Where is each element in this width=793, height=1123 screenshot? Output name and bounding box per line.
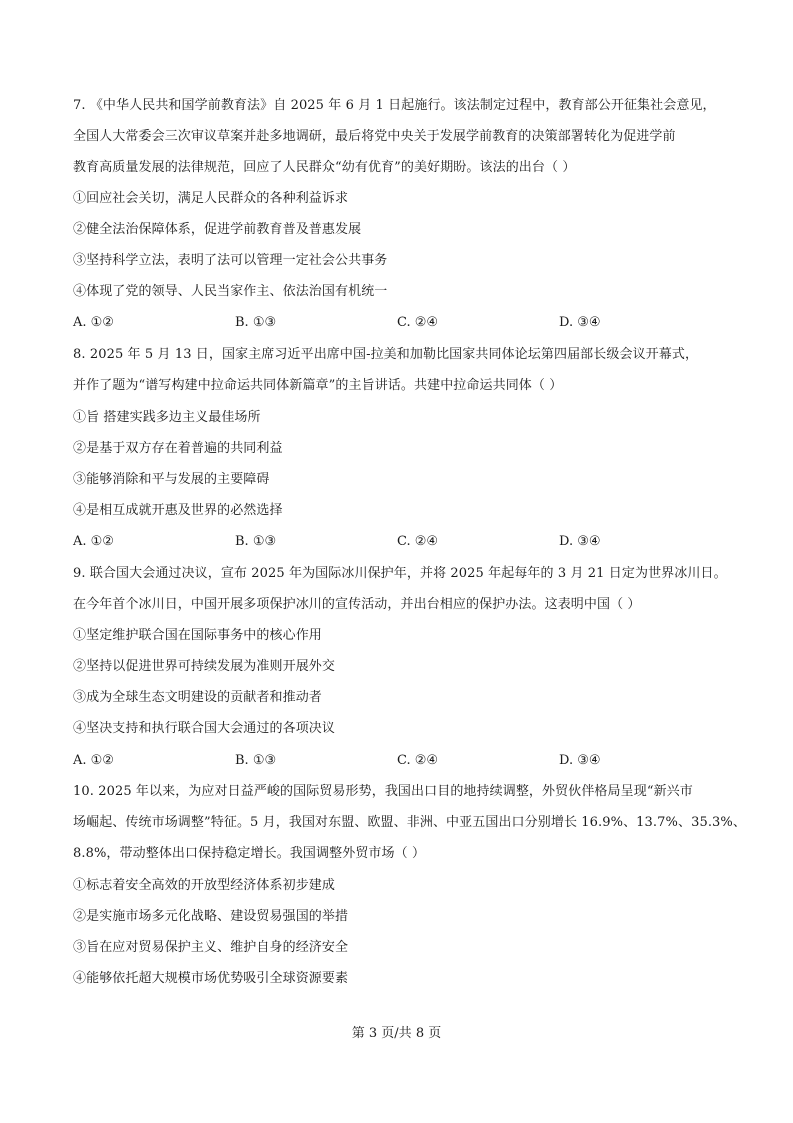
q10-stem-line-3: 8.8%，带动整体出口保持稳定增长。我国调整外贸市场（ ） — [73, 846, 426, 861]
q7-stem-line-2: 全国人大常委会三次审议草案并赴多地调研，最后将党中央关于发展学前教育的决策部署转化为促进学前 — [73, 129, 676, 144]
q7-statement-1: ①回应社会关切，满足人民群众的各种利益诉求 — [73, 191, 349, 206]
q10-statement-2: ②是实施市场多元化战略、建设贸易强国的举措 — [73, 909, 349, 924]
q9-statement-3: ③成为全球生态文明建设的贡献者和推动者 — [73, 690, 322, 705]
q8-option-d[interactable]: D. ③④ — [559, 534, 601, 549]
q8-options — [73, 534, 693, 550]
q8-statement-3: ③能够消除和平与发展的主要障碍 — [73, 472, 270, 487]
q8-option-a[interactable]: A. ①② — [73, 534, 114, 549]
q7-statement-4: ④体现了党的领导、人民当家作主、依法治国有机统一 — [73, 284, 388, 299]
q7-option-c[interactable]: C. ②④ — [397, 315, 439, 330]
q8-stem-line-2: 并作了题为“谱写构建中拉命运共同体新篇章”的主旨讲话。共建中拉命运共同体（ ） — [73, 378, 563, 393]
q7-statement-3: ③坚持科学立法，表明了法可以管理一定社会公共事务 — [73, 253, 388, 268]
q9-option-d[interactable]: D. ③④ — [559, 753, 601, 768]
q8-stem-line-1: 8. 2025 年 5 月 13 日，国家主席习近平出席中国-拉美和加勒比国家共同体论坛第四届部长级会议开幕式， — [73, 347, 699, 362]
q10-stem-line-2: 场崛起、传统市场调整”特征。5 月，我国对东盟、欧盟、非洲、中亚五国出口分别增长 16.9%、13.7%、35.3%、 — [73, 815, 746, 830]
q9-statement-1: ①坚定维护联合国在国际事务中的核心作用 — [73, 628, 322, 643]
q9-stem-line-2: 在今年首个冰川日，中国开展多项保护冰川的宣传活动，并出台相应的保护办法。这表明中国（ ） — [73, 597, 641, 612]
q7-stem-line-3: 教育高质量发展的法律规范，回应了人民群众“幼有优育”的美好期盼。该法的出台（ ） — [73, 160, 576, 175]
q9-options — [73, 753, 693, 769]
q8-statement-1: ①旨 搭建实践多边主义最佳场所 — [73, 410, 261, 425]
q8-statement-2: ②是基于双方存在着普遍的共同利益 — [73, 441, 283, 456]
q9-option-c[interactable]: C. ②④ — [397, 753, 439, 768]
q7-options — [73, 315, 693, 331]
q9-option-b[interactable]: B. ①③ — [235, 753, 277, 768]
q9-statement-4: ④坚决支持和执行联合国大会通过的各项决议 — [73, 721, 336, 736]
page-number-footer: 第 3 页/共 8 页 — [351, 1026, 442, 1041]
q7-option-b[interactable]: B. ①③ — [235, 315, 277, 330]
q9-option-a[interactable]: A. ①② — [73, 753, 114, 768]
q10-statement-1: ①标志着安全高效的开放型经济体系初步建成 — [73, 878, 336, 893]
q7-option-a[interactable]: A. ①② — [73, 315, 114, 330]
q9-statement-2: ②坚持以促进世界可持续发展为准则开展外交 — [73, 659, 336, 674]
q7-stem-line-1: 7. 《中华人民共和国学前教育法》自 2025 年 6 月 1 日起施行。该法制定过程中，教育部公开征集社会意见， — [73, 98, 716, 113]
q7-statement-2: ②健全法治保障体系，促进学前教育普及普惠发展 — [73, 222, 362, 237]
q8-option-c[interactable]: C. ②④ — [397, 534, 439, 549]
q10-statement-3: ③旨在应对贸易保护主义、维护自身的经济安全 — [73, 940, 349, 955]
q10-stem-line-1: 10. 2025 年以来，为应对日益严峻的国际贸易形势，我国出口目的地持续调整，外贸伙伴格局呈现“新兴市 — [73, 784, 693, 799]
q8-statement-4: ④是相互成就开惠及世界的必然选择 — [73, 503, 283, 518]
q7-option-d[interactable]: D. ③④ — [559, 315, 601, 330]
q9-stem-line-1: 9. 联合国大会通过决议，宣布 2025 年为国际冰川保护年，并将 2025 年起每年的 3 月 21 日定为世界冰川日。 — [73, 566, 727, 581]
q8-option-b[interactable]: B. ①③ — [235, 534, 277, 549]
q10-statement-4: ④能够依托超大规模市场优势吸引全球资源要素 — [73, 971, 349, 986]
